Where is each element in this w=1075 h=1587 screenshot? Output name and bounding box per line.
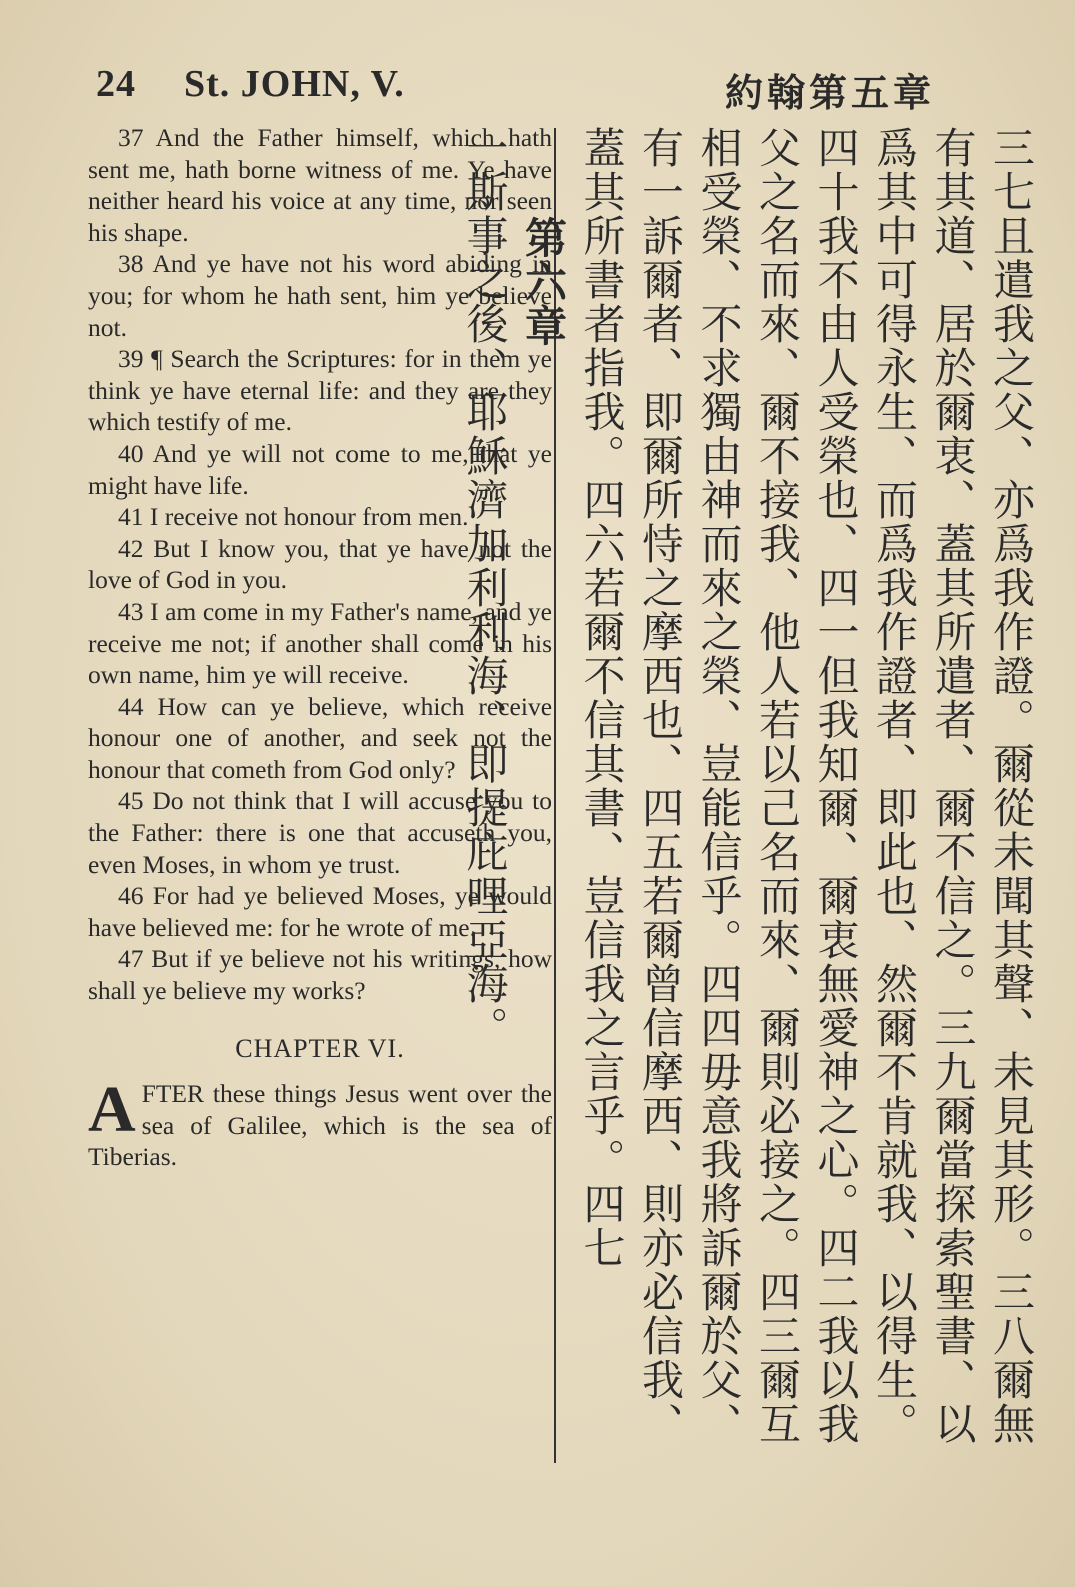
verse-text: And ye have not his word abiding in you; for whom he hath sent, him ye believe not. bbox=[88, 249, 552, 342]
page-number: 24 bbox=[96, 63, 136, 105]
drop-cap: A bbox=[88, 1073, 136, 1147]
verse-number: 46 bbox=[118, 881, 144, 911]
book-title: St. JOHN, V. bbox=[184, 63, 405, 105]
verse-text: And ye will not come to me, that ye might have life. bbox=[88, 438, 552, 500]
verse-number: 40 bbox=[118, 438, 144, 468]
verse-text: And the Father himself, which hath sent me, hath borne witness of me. Ye have neither heard his voice at any time, nor seen his shape. bbox=[88, 123, 553, 247]
verse-text: How can ye believe, which receive honour one of another, and seek not the honour that cometh from God only? bbox=[88, 691, 553, 784]
verse-number: 44 bbox=[118, 691, 144, 721]
chinese-chapter-5-text: 三七且遣我之父、亦爲我作證。爾從未聞其聲、未見其形。三八爾無有其道、居於爾衷、蓋其所遣者、爾不信之。三九爾當探索聖書、以爲其中可得永生、而爲我作證者、即此也、然爾不肯就我、以得生。四十我不由人受榮也、四一但我知爾、爾衷無愛神之心。四二我以我父之名而來、爾不接我、他人若以己名而來、爾則必接之。四三爾互相受榮、不求獨由神而來之榮、豈能信乎。四四毋意我將訴爾於父、有一訴爾者、即爾所恃之摩西也、四五若爾曾信摩西、則亦必信我、蓋其所書者指我。四六若爾不信其書、豈信我之言乎。四七 bbox=[577, 126, 1036, 1446]
verse-number: 41 bbox=[118, 502, 144, 532]
chinese-chapter-heading: 第六章 bbox=[519, 216, 568, 348]
verse-number: 39 bbox=[118, 344, 144, 374]
verse-number: 42 bbox=[118, 533, 144, 563]
verse-number: 38 bbox=[118, 249, 144, 279]
chinese-chapter-6-text: 一斯事之後、耶穌濟加利利海、即提庇哩亞海。 bbox=[460, 126, 510, 1050]
verse-number: 43 bbox=[118, 596, 144, 626]
page-header-english bbox=[96, 62, 405, 106]
verse-number: 45 bbox=[118, 786, 144, 816]
verse-text: FTER these things Jesus went over the sea of Galilee, which is the sea of Tiberias. bbox=[88, 1079, 552, 1172]
chinese-column bbox=[460, 126, 1040, 1466]
verse-text: For had ye believed Moses, ye would have believed me: for he wrote of me. bbox=[88, 881, 553, 942]
verse-text: But if ye believe not his writings, how shall ye believe my works? bbox=[88, 944, 552, 1006]
page-header-chinese: 約翰第五章 bbox=[724, 71, 935, 115]
verse-text: I receive not honour from men. bbox=[149, 502, 469, 532]
verse-number: 47 bbox=[118, 944, 144, 974]
chapter-heading: CHAPTER VI. bbox=[235, 1033, 405, 1063]
verse-text: But I know you, that ye have not the love of God in you. bbox=[88, 533, 552, 595]
verse-text: Do not think that I will accuse you to the Father: there is one that accuseth you, even Moses, in whom ye trust. bbox=[88, 786, 553, 879]
verse-number: 37 bbox=[118, 123, 144, 152]
verse-text: I am come in my Father's name, and ye receive me not; if another shall come in his own name, him ye will receive. bbox=[88, 596, 552, 690]
verse-text: ¶ Search the Scriptures: for in them ye think ye have eternal life: and they are they which testify of me. bbox=[88, 344, 552, 437]
